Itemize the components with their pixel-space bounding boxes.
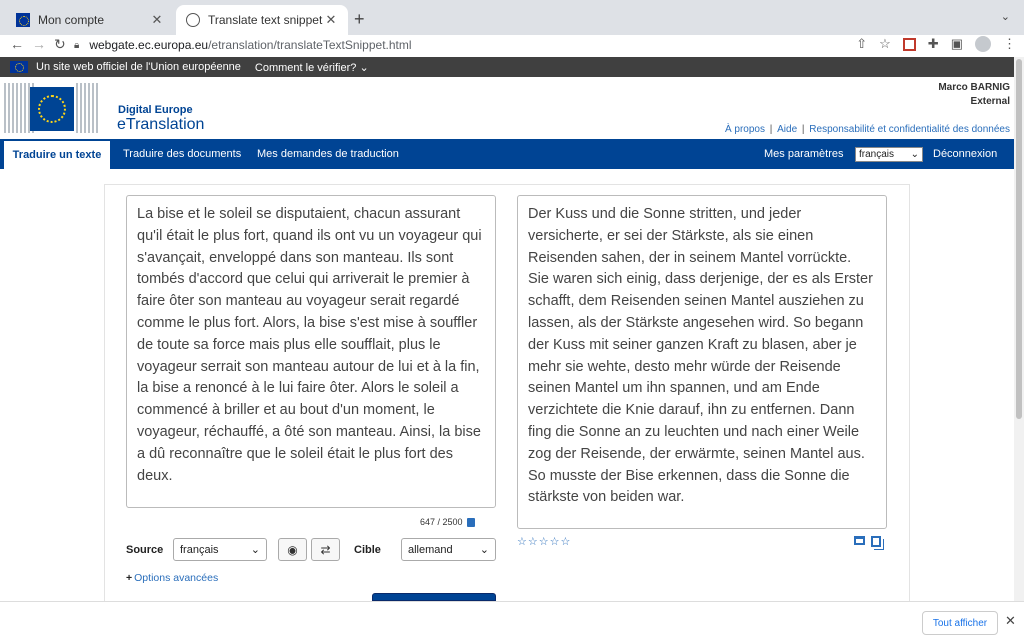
- share-icon[interactable]: ⇧: [856, 36, 868, 51]
- page-scrollbar[interactable]: [1014, 57, 1024, 601]
- close-icon[interactable]: ✕: [325, 12, 337, 27]
- eu-favicon-icon: [16, 13, 30, 27]
- char-count: 647 / 2500: [420, 517, 463, 527]
- plus-icon: +: [126, 572, 133, 584]
- nav-settings[interactable]: Mes paramètres: [764, 148, 844, 160]
- nav-my-requests[interactable]: Mes demandes de traduction: [257, 148, 399, 160]
- ui-language-select[interactable]: [855, 147, 923, 162]
- header-links: [725, 124, 1010, 135]
- source-language-select[interactable]: [173, 538, 267, 561]
- trash-icon[interactable]: [467, 518, 475, 527]
- target-text-area: Der Kuss und die Sonne stritten, und jeder versicherte, er sei der Stärkste, als sie einen Reisenden sahen, der in seinem Mantel vorrückte. Sie waren sich einig, dass derjenige, der es als Erster schafft, dem Reisenden seinen Mantel ausziehen zu lassen, als der Stärkste angesehen wird. So begann der Kuss mit seiner ganzen Kraft zu blasen, aber je mehr sie wehte, desto mehr würde der Reisende seinen Mantel um ihn spannen, und am Ende verzichtete die Knie darauf, ihn zu entfernen. Dann fing die Sonne an zu leuchten und nach einer Weile zog der Reisende, der erwärmte, seinen Mantel aus. So musste der Bise erkennen, dass die Sonne die stärkste von beiden war.: [517, 195, 887, 529]
- bookmark-star-icon[interactable]: ☆: [879, 36, 891, 51]
- chevron-down-icon: ⌄: [250, 544, 260, 556]
- lock-icon: 🔒︎: [74, 39, 80, 51]
- show-all-button[interactable]: Tout afficher: [922, 611, 998, 635]
- rating-stars[interactable]: ☆☆☆☆☆: [517, 536, 572, 548]
- nav-translate-documents[interactable]: Traduire des documents: [123, 148, 242, 160]
- user-name: Marco BARNIG: [938, 82, 1010, 93]
- address-bar[interactable]: [74, 35, 910, 55]
- globe-icon: ◉: [287, 542, 298, 557]
- ui-language-value: français: [859, 149, 895, 160]
- reload-icon[interactable]: ↻: [54, 36, 66, 52]
- european-commission-logo[interactable]: [4, 83, 100, 133]
- brand-title: eTranslation: [117, 116, 205, 133]
- close-icon[interactable]: ✕: [151, 12, 163, 27]
- extension-icon[interactable]: [903, 38, 916, 51]
- eu-flag-icon: [10, 61, 28, 73]
- target-actions: [854, 536, 881, 547]
- puzzle-icon[interactable]: ✚: [927, 36, 939, 51]
- source-label: Source: [126, 544, 164, 556]
- profile-avatar[interactable]: [975, 36, 991, 52]
- tab-translate-text-snippet[interactable]: [176, 5, 348, 35]
- browser-tab-bar: [0, 0, 1024, 35]
- help-link[interactable]: Aide: [777, 124, 798, 135]
- url-path: /etranslation/translateTextSnippet.html: [208, 38, 412, 52]
- privacy-link[interactable]: Responsabilité et confidentialité des données: [809, 124, 1010, 135]
- target-language-select[interactable]: [401, 538, 496, 561]
- detect-language-button[interactable]: [278, 538, 307, 561]
- toolbar-icons: [856, 36, 1016, 52]
- tab-title: Translate text snippet: [208, 13, 323, 27]
- copy-icon[interactable]: [871, 536, 881, 547]
- chevron-down-icon: ⌄: [479, 544, 489, 556]
- back-arrow-icon[interactable]: ←: [10, 36, 24, 52]
- official-eu-bar: [0, 57, 1024, 77]
- official-site-text: Un site web officiel de l'Union européenne: [36, 61, 241, 73]
- site-header: [0, 77, 1024, 139]
- logo-lines-right: [76, 83, 100, 133]
- user-role: External: [970, 96, 1010, 107]
- close-icon[interactable]: ✕: [1005, 613, 1016, 628]
- target-label: Cible: [354, 544, 381, 556]
- tab-title: Mon compte: [38, 13, 105, 27]
- forward-arrow-icon[interactable]: →: [32, 36, 46, 52]
- separator: |: [799, 124, 808, 135]
- downloads-bar: [0, 601, 1024, 640]
- main-navigation: [0, 139, 1014, 169]
- about-link[interactable]: À propos: [724, 124, 765, 135]
- translate-button[interactable]: [372, 593, 496, 601]
- tab-search-chevron-icon[interactable]: ⌄: [1000, 11, 1010, 23]
- source-text-area[interactable]: La bise et le soleil se disputaient, chacun assurant qu'il était le plus fort, quand ils ont vu un voyageur qui s'avançait, enveloppé dans son manteau. Ils sont tombés d'accord que celui qui arriverait le premier à faire ôter son manteau au voyageur serait regardé comme le plus fort. Alors, la bise s'est mise à souffler de toute sa force mais plus elle soufflait, plus le voyageur serrait son manteau autour de lui et à la fin, la bise a renoncé à le lui faire ôter. Alors le soleil a commencé à briller et au bout d'un moment, le voyageur, réchauffé, a ôté son manteau. Ainsi, la bise a dû reconnaître que le soleil était le plus fort des deux.: [126, 195, 496, 508]
- advanced-options-link[interactable]: [126, 572, 218, 584]
- nav-translate-text[interactable]: Traduire un texte: [4, 141, 110, 169]
- chevron-down-icon: ⌄: [910, 149, 919, 160]
- logout-link[interactable]: Déconnexion: [933, 148, 998, 160]
- print-icon[interactable]: [854, 536, 865, 545]
- separator: |: [766, 124, 776, 135]
- source-language-value: français: [180, 543, 219, 556]
- swap-arrows-icon: ⇄: [320, 542, 331, 557]
- target-language-value: allemand: [408, 543, 453, 556]
- browser-toolbar: [0, 35, 1024, 57]
- verify-link[interactable]: Comment le vérifier? ⌄: [254, 61, 369, 74]
- globe-favicon-icon: [186, 13, 200, 27]
- advanced-options-label: Options avancées: [134, 572, 219, 584]
- url-host: webgate.ec.europa.eu: [89, 38, 209, 52]
- eu-stars-icon: [38, 95, 66, 123]
- swap-languages-button[interactable]: [311, 538, 340, 561]
- char-counter: [420, 517, 475, 527]
- side-panel-icon[interactable]: ▣: [950, 36, 963, 51]
- menu-dots-icon[interactable]: ⋮: [1003, 36, 1016, 51]
- brand-subtitle: Digital Europe: [118, 104, 193, 116]
- new-tab-button[interactable]: +: [354, 9, 365, 29]
- scrollbar-thumb[interactable]: [1016, 59, 1022, 419]
- tab-mon-compte[interactable]: [6, 5, 174, 35]
